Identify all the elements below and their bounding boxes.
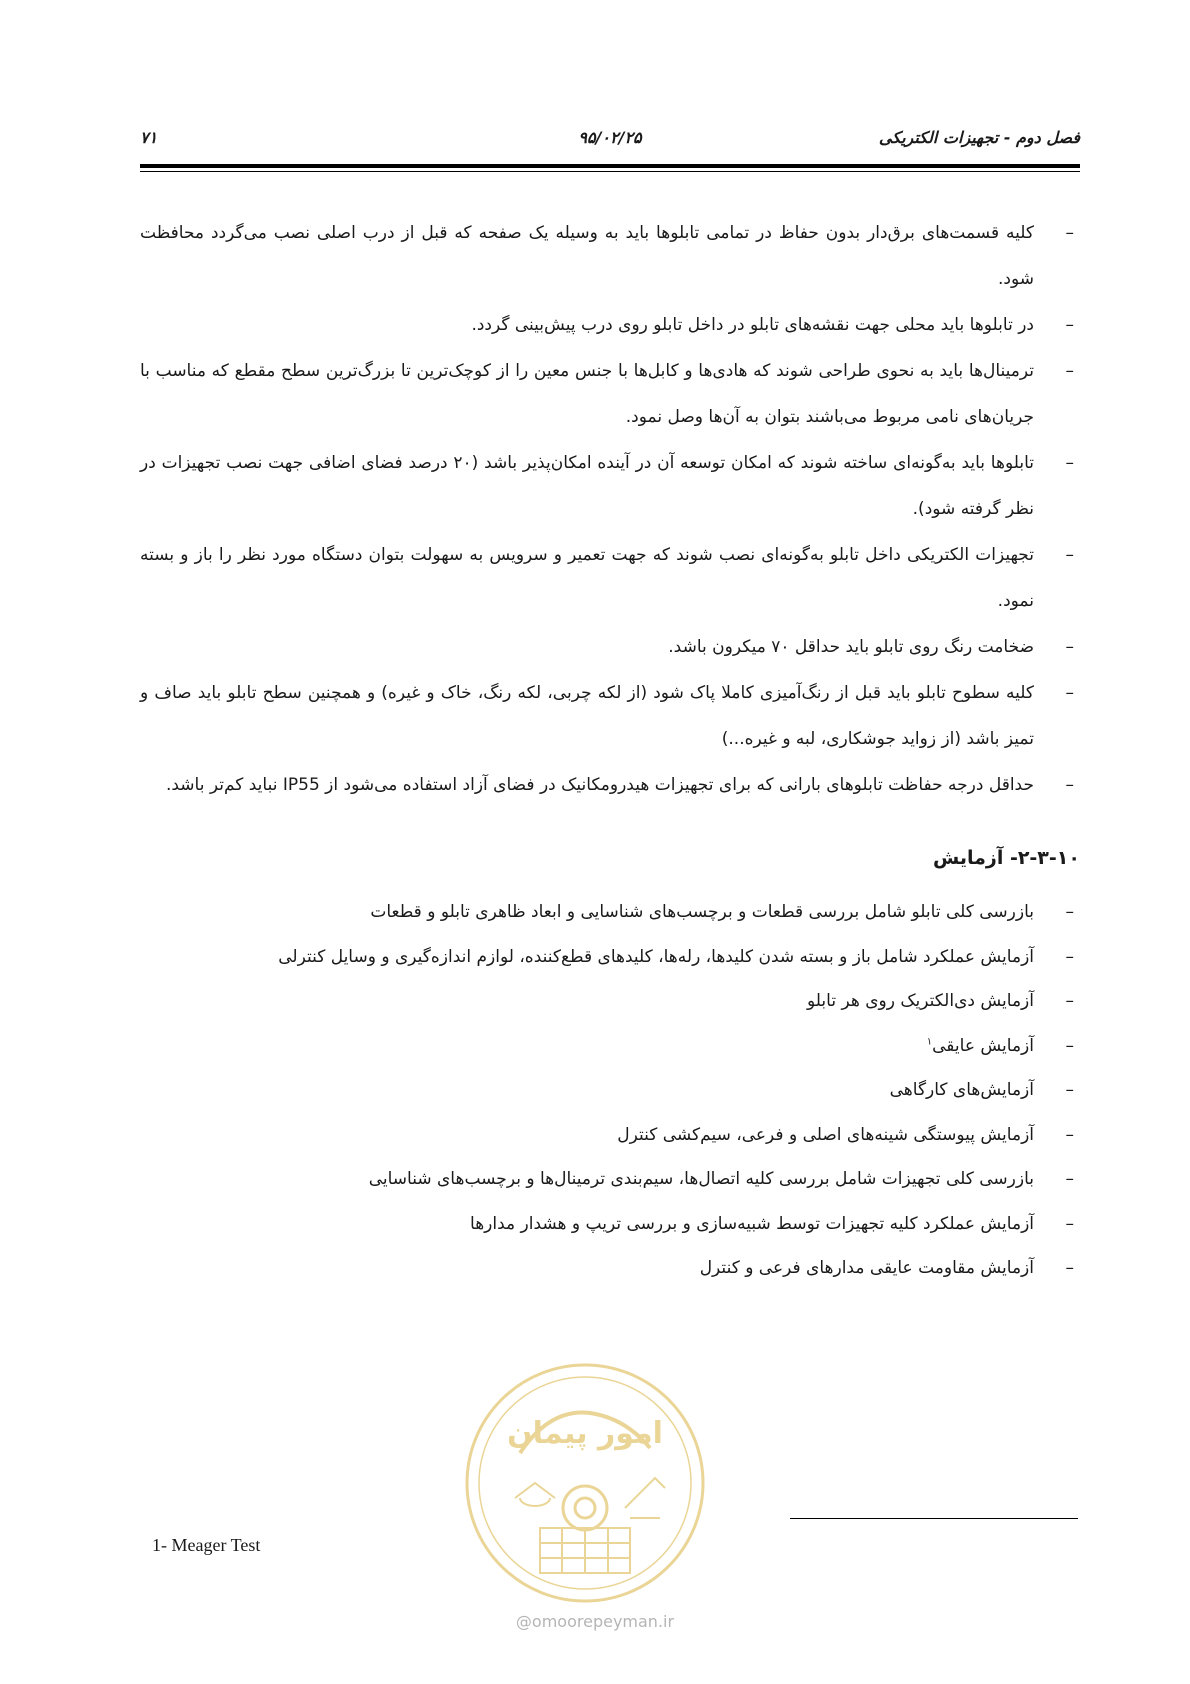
section-heading: ۲-۳-۱۰- آزمایش <box>932 847 1080 869</box>
dash-bullet: – <box>1065 1258 1074 1278</box>
dash-bullet: – <box>1065 683 1074 703</box>
dash-bullet: – <box>1065 775 1074 795</box>
item-text: آزمایش دی‌الکتریک روی هر تابلو <box>807 991 1034 1011</box>
dash-bullet: – <box>1065 545 1074 565</box>
dash-bullet: – <box>1065 1169 1074 1189</box>
watermark-url: @omoorepeyman.ir <box>515 1612 675 1631</box>
item-text: ضخامت رنگ روی تابلو باید حداقل ۷۰ میکرون باشد. <box>668 637 1034 657</box>
test-list <box>140 890 1080 1291</box>
list-item <box>140 1068 1080 1113</box>
page-number: ۷۱ <box>140 128 158 147</box>
footnote-marker: ۱ <box>926 1035 933 1047</box>
list-item <box>140 935 1080 980</box>
dash-bullet: – <box>1065 1035 1074 1056</box>
item-text: در تابلوها باید محلی جهت نقشه‌های تابلو در داخل تابلو روی درب پیش‌بینی گردد. <box>471 315 1034 335</box>
requirements-list <box>140 210 1080 808</box>
item-text: آزمایش عملکرد کلیه تجهیزات توسط شبیه‌سازی و بررسی تریپ و هشدار مدارها <box>470 1213 1034 1234</box>
dash-bullet: – <box>1065 1124 1074 1145</box>
dash-bullet: – <box>1065 637 1074 657</box>
watermark-seal-icon <box>460 1358 710 1608</box>
main-content <box>140 210 1080 1291</box>
list-item <box>140 762 1080 808</box>
dash-bullet: – <box>1065 315 1074 335</box>
header-rule-thin <box>140 171 1080 172</box>
list-item <box>140 979 1080 1024</box>
seal-text: امور پیمان <box>507 1416 663 1451</box>
header-rule-thick <box>140 164 1080 168</box>
item-text: آزمایش‌های کارگاهی <box>889 1080 1034 1100</box>
dash-bullet: – <box>1065 1080 1074 1100</box>
item-text: بازرسی کلی تجهیزات شامل بررسی کلیه اتصال‌ها، سیم‌بندی ترمینال‌ها و برچسب‌های شناسایی <box>368 1169 1034 1189</box>
footnote-rule <box>790 1518 1078 1519</box>
item-text: بازرسی کلی تابلو شامل بررسی قطعات و برچسب‌های شناسایی و ابعاد ظاهری تابلو و قطعات <box>370 902 1034 922</box>
list-item <box>140 1113 1080 1158</box>
item-text: آزمایش مقاومت عایقی مدارهای فرعی و کنترل <box>699 1258 1034 1278</box>
list-item <box>140 440 1080 532</box>
dash-bullet: – <box>1065 1213 1074 1234</box>
item-text: تجهیزات الکتریکی داخل تابلو به‌گونه‌ای نصب شوند که جهت تعمیر و سرویس به سهولت بتوان دستگاه مورد نظر را باز و بسته نمود. <box>140 545 1034 611</box>
list-item <box>140 1202 1080 1247</box>
item-text: آزمایش عملکرد شامل باز و بسته شدن کلیدها، رله‌ها، کلیدهای قطع‌کننده، لوازم اندازه‌گیری و وسایل کنترلی <box>278 946 1034 967</box>
list-item <box>140 890 1080 935</box>
dash-bullet: – <box>1065 946 1074 967</box>
item-text: آزمایش پیوستگی شینه‌های اصلی و فرعی، سیم‌کشی کنترل <box>617 1124 1034 1145</box>
list-item <box>140 302 1080 348</box>
list-item <box>140 670 1080 762</box>
item-text: کلیه قسمت‌های برق‌دار بدون حفاظ در تمامی تابلوها باید به وسیله یک صفحه که قبل از درب اصلی نصب می‌گردد محافظت شود. <box>140 223 1034 289</box>
list-item <box>140 624 1080 670</box>
chapter-title: فصل دوم - تجهیزات الکتریکی <box>878 128 1080 147</box>
list-item <box>140 348 1080 440</box>
list-item <box>140 1157 1080 1202</box>
dash-bullet: – <box>1065 361 1074 381</box>
list-item <box>140 1246 1080 1291</box>
dash-bullet: – <box>1065 902 1074 922</box>
item-text: حداقل درجه حفاظت تابلوهای بارانی که برای تجهیزات هیدرومکانیک در فضای آزاد استفاده می‌شود از IP55 نباید کم‌تر باشد. <box>165 775 1034 795</box>
item-text: کلیه سطوح تابلو باید قبل از رنگ‌آمیزی کاملا پاک شود (از لکه چربی، لکه رنگ، خاک و غیره) و همچنین سطح تابلو باید صاف و تمیز باشد (از زواید جوشکاری، لبه و غیره...) <box>140 683 1034 749</box>
header-date: ۹۵/۰۲/۲۵ <box>578 128 642 147</box>
dash-bullet: – <box>1065 991 1074 1011</box>
dash-bullet: – <box>1065 453 1074 473</box>
list-item <box>140 532 1080 624</box>
list-item <box>140 1024 1080 1069</box>
item-text: تابلوها باید به‌گونه‌ای ساخته شوند که امکان توسعه آن در آینده امکان‌پذیر باشد (۲۰ درصد فضای اضافی جهت نصب تجهیزات در نظر گرفته شود). <box>140 453 1035 519</box>
item-text: ترمینال‌ها باید به نحوی طراحی شوند که هادی‌ها و کابل‌ها با جنس معین را از کوچک‌ترین تا بزرگ‌ترین سطح مقطع که مناسب با جریان‌های نامی مربوط می‌باشند بتوان به آن‌ها وصل نمود. <box>140 361 1034 427</box>
footnote: 1- Meager Test <box>152 1535 261 1555</box>
item-text: آزمایش عایقی <box>932 1035 1034 1056</box>
list-item <box>140 210 1080 302</box>
dash-bullet: – <box>1065 223 1074 243</box>
running-header <box>140 128 1080 156</box>
